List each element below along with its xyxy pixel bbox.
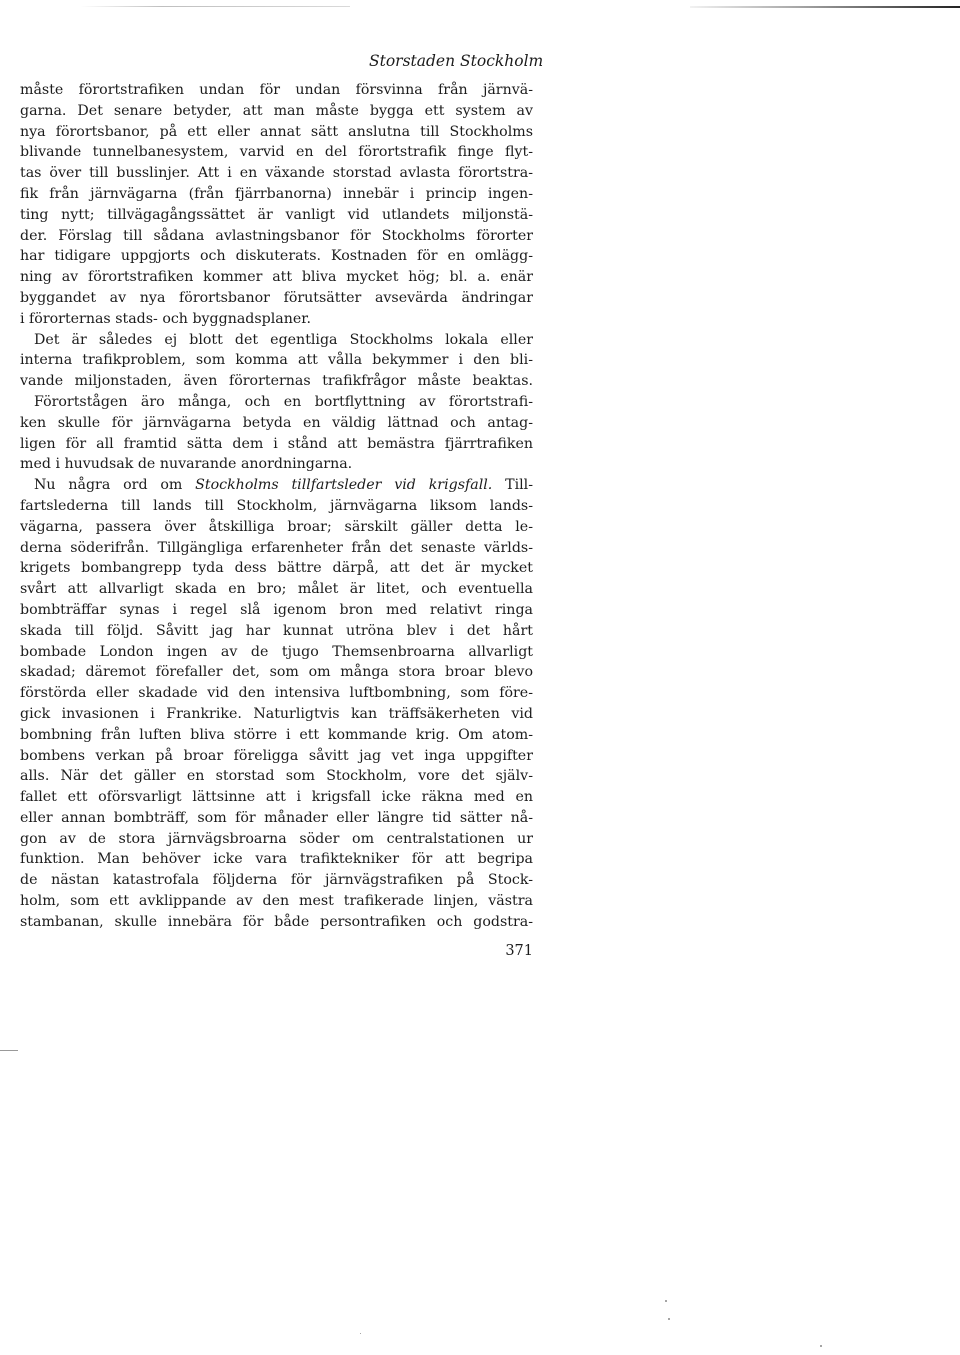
text-line: bombens verkan på broar föreligga såvitt jag vet inga uppgifter (20, 747, 533, 764)
text-line: der. Förslag till sådana avlastningsbanor för Stockholms förorter (20, 227, 533, 244)
scan-artifact-top-left (80, 6, 350, 7)
text-line: stambanan, skulle innebära för både persontrafiken och godstra- (20, 913, 533, 930)
text-line: förstörda eller skadade vid den intensiva luftbombning, som före- (20, 685, 533, 702)
text-line: svårt att allvarligt skada en bro; målet är litet, och eventuella (20, 581, 533, 598)
text-line: fallet ett oförsvarligt lättsinne att i krigsfall icke räkna med en (20, 789, 533, 806)
text-line: Förortstågen äro många, och en bortflyttning av förortstrafi- (34, 393, 533, 410)
text-run: Nu några ord om (34, 477, 196, 494)
text-line: bombträffar synas i regel slå igenom bron med relativt ringa (20, 601, 533, 618)
scan-speck (665, 1300, 667, 1302)
text-line: ligen för all framtid sätta dem i stånd att bemästra fjärrtrafiken (20, 435, 533, 452)
text-line: krigets bombangrepp tyda dess bättre därpå, att det är mycket (20, 560, 533, 577)
text-line: interna trafikproblem, som komma att vålla bekymmer i den bli- (20, 352, 533, 369)
text-line: vägarna, passera över åtskilliga broar; särskilt gäller detta le- (20, 518, 533, 535)
text-line: fartslederna till lands till Stockholm, järnvägarna liksom lands- (20, 497, 533, 514)
text-line: tas över till busslinjer. Att i en växande storstad avlasta förortstra- (20, 165, 533, 182)
text-line: byggandet av nya förortsbanor förutsätter avsevärda ändringar (20, 289, 533, 306)
text-line: bombning från luften bliva större i ett kommande krig. Om atom- (20, 726, 533, 743)
text-line: blivande tunnelbanesystem, varvid en del förortstrafik finge flyt- (20, 144, 533, 161)
text-line: måste förortstrafiken undan för undan försvinna från järnvä- (20, 82, 533, 98)
text-line: gon av de stora järnvägsbroarna söder om centralstationen ur (20, 830, 533, 847)
text-line: ken skulle för järnvägarna betyda en väldig lättnad och antag- (20, 414, 533, 431)
text-line: Det är således ej blott det egentliga Stockholms lokala eller (34, 331, 533, 348)
scan-artifact-top-right (690, 6, 960, 8)
text-line (20, 475, 533, 496)
text-line: i förorternas stads- och byggnadsplaner. (20, 310, 312, 327)
scan-artifact-margin-mark (0, 1050, 18, 1051)
text-line: eller annan bombträff, som för månader eller längre tid sätter nå- (20, 809, 533, 826)
text-line: skada till följd. Såvitt jag har kunnat utröna blev i det hårt (20, 622, 533, 639)
text-line: nya förortsbanor, på ett eller annat sätt anslutna till Stockholms (20, 123, 533, 140)
running-head: Storstaden Stockholm (369, 52, 544, 70)
italic-run: Stockholms tillfartsleder vid krigsfall. (195, 477, 493, 494)
text-line: bombade London ingen av de tjugo Themsenbroarna allvarligt (20, 643, 533, 660)
scan-speck (668, 1318, 670, 1320)
text-run: Till- (492, 477, 533, 494)
text-line: derna söderifrån. Tillgängliga erfarenheter från det senaste världs- (20, 539, 533, 556)
text-line: skadad; däremot förefaller det, som om många stora broar blevo (20, 664, 533, 681)
text-line: vande miljonstaden, även förorternas trafikfrågor måste beaktas. (20, 373, 533, 390)
text-line: holm, som ett avklippande av den mest trafikerade linjen, västra (20, 893, 533, 910)
text-line: med i huvudsak de nuvarande anordningarna. (20, 456, 353, 473)
text-line: alls. När det gäller en storstad som Stockholm, vore det själv- (20, 768, 533, 785)
text-line: funktion. Man behöver icke vara trafiktekniker för att begripa (20, 851, 533, 868)
scan-speck (820, 1345, 822, 1347)
text-line: har tidigare uppgjorts och diskuterats. Kostnaden för en omlägg- (20, 248, 533, 265)
text-line: ting nytt; tillvägagångssättet är vanligt vid utlandets miljonstä- (20, 206, 533, 223)
text-line: fik från järnvägarna (från fjärrbanorna) innebär i princip ingen- (20, 185, 533, 202)
text-line: gick invasionen i Frankrike. Naturligtvis kan träffsäkerheten vid (20, 705, 533, 722)
text-line: garna. Det senare betyder, att man måste bygga ett system av (20, 102, 533, 119)
page-number: 371 (505, 943, 533, 959)
text-line: ning av förortstrafiken kommer att bliva mycket hög; bl. a. enär (20, 269, 533, 286)
scan-speck (360, 1333, 361, 1334)
body-text (20, 80, 533, 933)
text-line: de nästan katastrofala följderna för järnvägstrafiken på Stock- (20, 872, 533, 889)
